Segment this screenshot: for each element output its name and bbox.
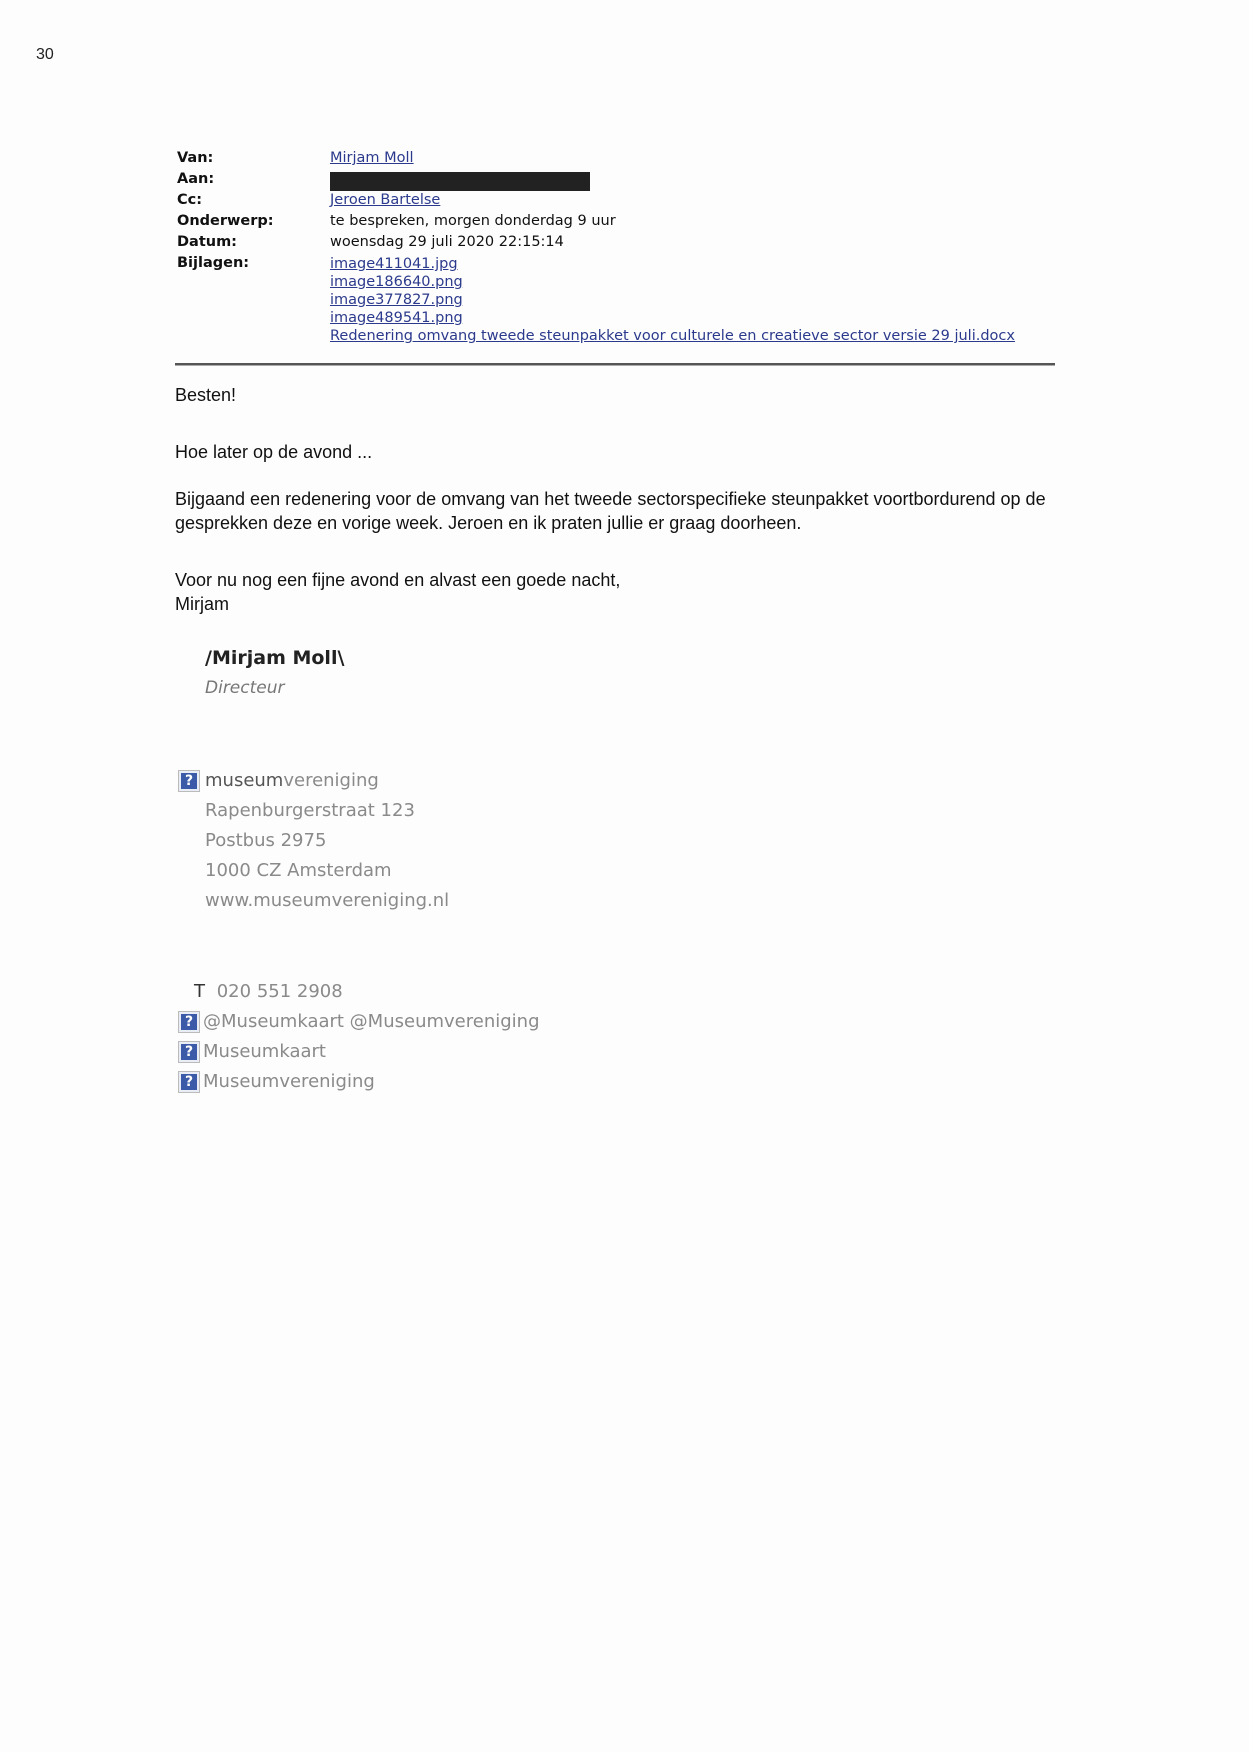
city: 1000 CZ Amsterdam [205, 860, 392, 881]
cc-label: Cc: [177, 192, 203, 208]
attachment-link[interactable]: image186640.png [330, 274, 463, 290]
date-label: Datum: [177, 234, 237, 250]
twitter-row [178, 1007, 540, 1037]
signature-address [205, 766, 449, 916]
to-label: Aan: [177, 171, 215, 187]
date-value: woensdag 29 juli 2020 22:15:14 [330, 234, 564, 250]
broken-image-icon: ? [178, 1071, 200, 1093]
from-label: Van: [177, 150, 214, 166]
header-separator [175, 363, 1055, 366]
cc-link[interactable]: Jeroen Bartelse [330, 192, 441, 208]
broken-image-icon: ? [178, 1041, 200, 1063]
phone-row [178, 977, 540, 1007]
social-row [178, 1067, 540, 1097]
from-row [177, 150, 1057, 171]
social-row [178, 1037, 540, 1067]
body-paragraph: Bijgaand een redenering voor de omvang van het tweede sectorspecifieke steunpakket voortbordurend op de gesprekken deze en vorige week. Jeroen en ik praten jullie er graag doorheen. [175, 489, 1046, 533]
email-header [177, 150, 1057, 344]
attachments-row [177, 255, 1057, 344]
organization-logo-text [205, 766, 449, 796]
attachments-label: Bijlagen: [177, 255, 250, 271]
to-row [177, 171, 1057, 192]
attachment-link[interactable]: image411041.jpg [330, 256, 458, 272]
page-number: 30 [36, 46, 54, 63]
twitter-handles[interactable]: @Museumkaart @Museumvereniging [203, 1011, 540, 1032]
from-link[interactable]: Mirjam Moll [330, 150, 414, 166]
broken-image-icon: ? [178, 1011, 200, 1033]
subject-value: te bespreken, morgen donderdag 9 uur [330, 213, 616, 229]
social-link[interactable]: Museumvereniging [203, 1071, 375, 1092]
greeting: Besten! [175, 385, 237, 405]
attachment-link[interactable]: image489541.png [330, 310, 463, 326]
phone-label: T [194, 981, 205, 1002]
closing-line: Voor nu nog een fijne avond en alvast een goede nacht, [175, 570, 621, 590]
street-address: Rapenburgerstraat 123 [205, 800, 415, 821]
closing [175, 568, 620, 616]
phone-number: 020 551 2908 [216, 981, 343, 1002]
signature-contact [178, 977, 540, 1097]
logo-strong-part: museum [205, 770, 284, 791]
subject-row [177, 213, 1057, 234]
attachment-link[interactable]: image377827.png [330, 292, 463, 308]
website-link[interactable]: www.museumvereniging.nl [205, 890, 450, 911]
postbus: Postbus 2975 [205, 830, 327, 851]
redaction-bar [330, 172, 590, 191]
signature-title: Directeur [205, 678, 285, 698]
attachment-link[interactable]: Redenering omvang tweede steunpakket voor culturele en creatieve sector versie 29 juli.docx [330, 328, 1015, 344]
logo-light-part: vereniging [283, 770, 379, 791]
broken-image-icon: ? [178, 770, 200, 792]
attachment-list [330, 255, 1015, 345]
cc-row [177, 192, 1057, 213]
body-paragraph: Hoe later op de avond ... [175, 442, 373, 462]
social-link[interactable]: Museumkaart [203, 1041, 326, 1062]
date-row [177, 234, 1057, 255]
subject-label: Onderwerp: [177, 213, 274, 229]
signature-name: /Mirjam Moll\ [205, 647, 345, 669]
closing-name: Mirjam [175, 594, 229, 614]
